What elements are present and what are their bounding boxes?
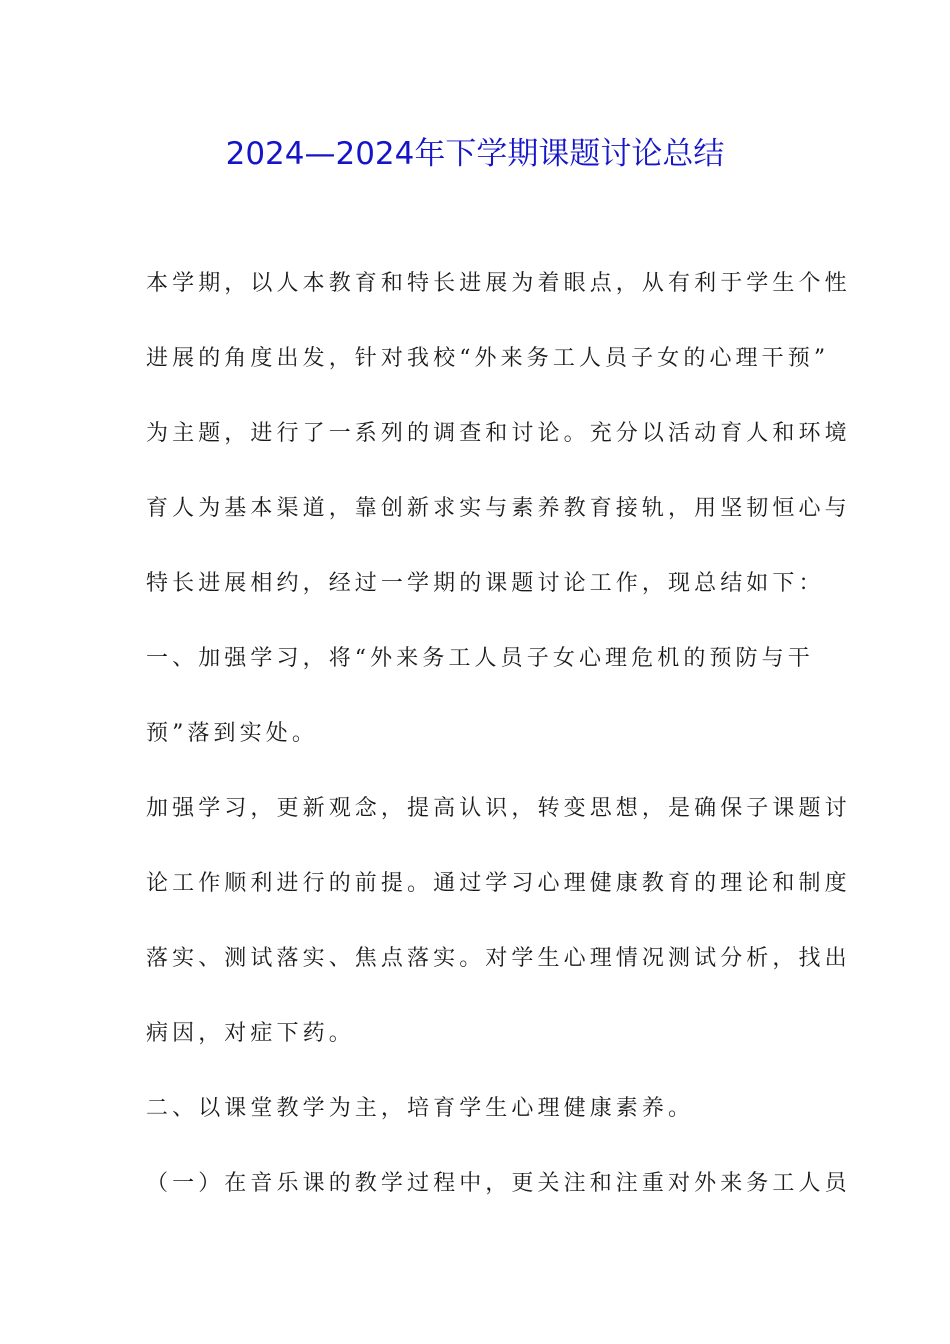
section-heading-line: 二、以课堂教学为主，培育学生心理健康素养。 <box>146 1096 695 1121</box>
body-line: 进展的角度出发，针对我校“外来务工人员子女的心理干预” <box>146 346 830 371</box>
body-line: 加强学习，更新观念，提高认识，转变思想，是确保子课题讨 <box>146 796 851 821</box>
document-title: 2024—2024年下学期课题讨论总结 <box>225 136 725 172</box>
subsection-line: （一）在音乐课的教学过程中，更关注和注重对外来务工人员 <box>146 1171 851 1196</box>
body-line: 本学期，以人本教育和特长进展为着眼点，从有利于学生个性 <box>146 271 851 296</box>
body-line: 特长进展相约，经过一学期的课题讨论工作，现总结如下： <box>146 571 825 596</box>
body-line: 育人为基本渠道，靠创新求实与素养教育接轨，用坚韧恒心与 <box>146 496 851 521</box>
body-line: 落实、测试落实、焦点落实。对学生心理情况测试分析，找出 <box>146 946 851 971</box>
body-line: 论工作顺利进行的前提。通过学习心理健康教育的理论和制度 <box>146 871 851 896</box>
body-line: 为主题，进行了一系列的调查和讨论。充分以活动育人和环境 <box>146 421 851 446</box>
section-heading-line: 一、加强学习，将“外来务工人员子女心理危机的预防与干 <box>146 646 814 671</box>
body-line: 病因，对症下药。 <box>146 1021 355 1046</box>
document-body <box>146 258 851 1233</box>
section-heading-line: 预”落到实处。 <box>146 721 318 746</box>
